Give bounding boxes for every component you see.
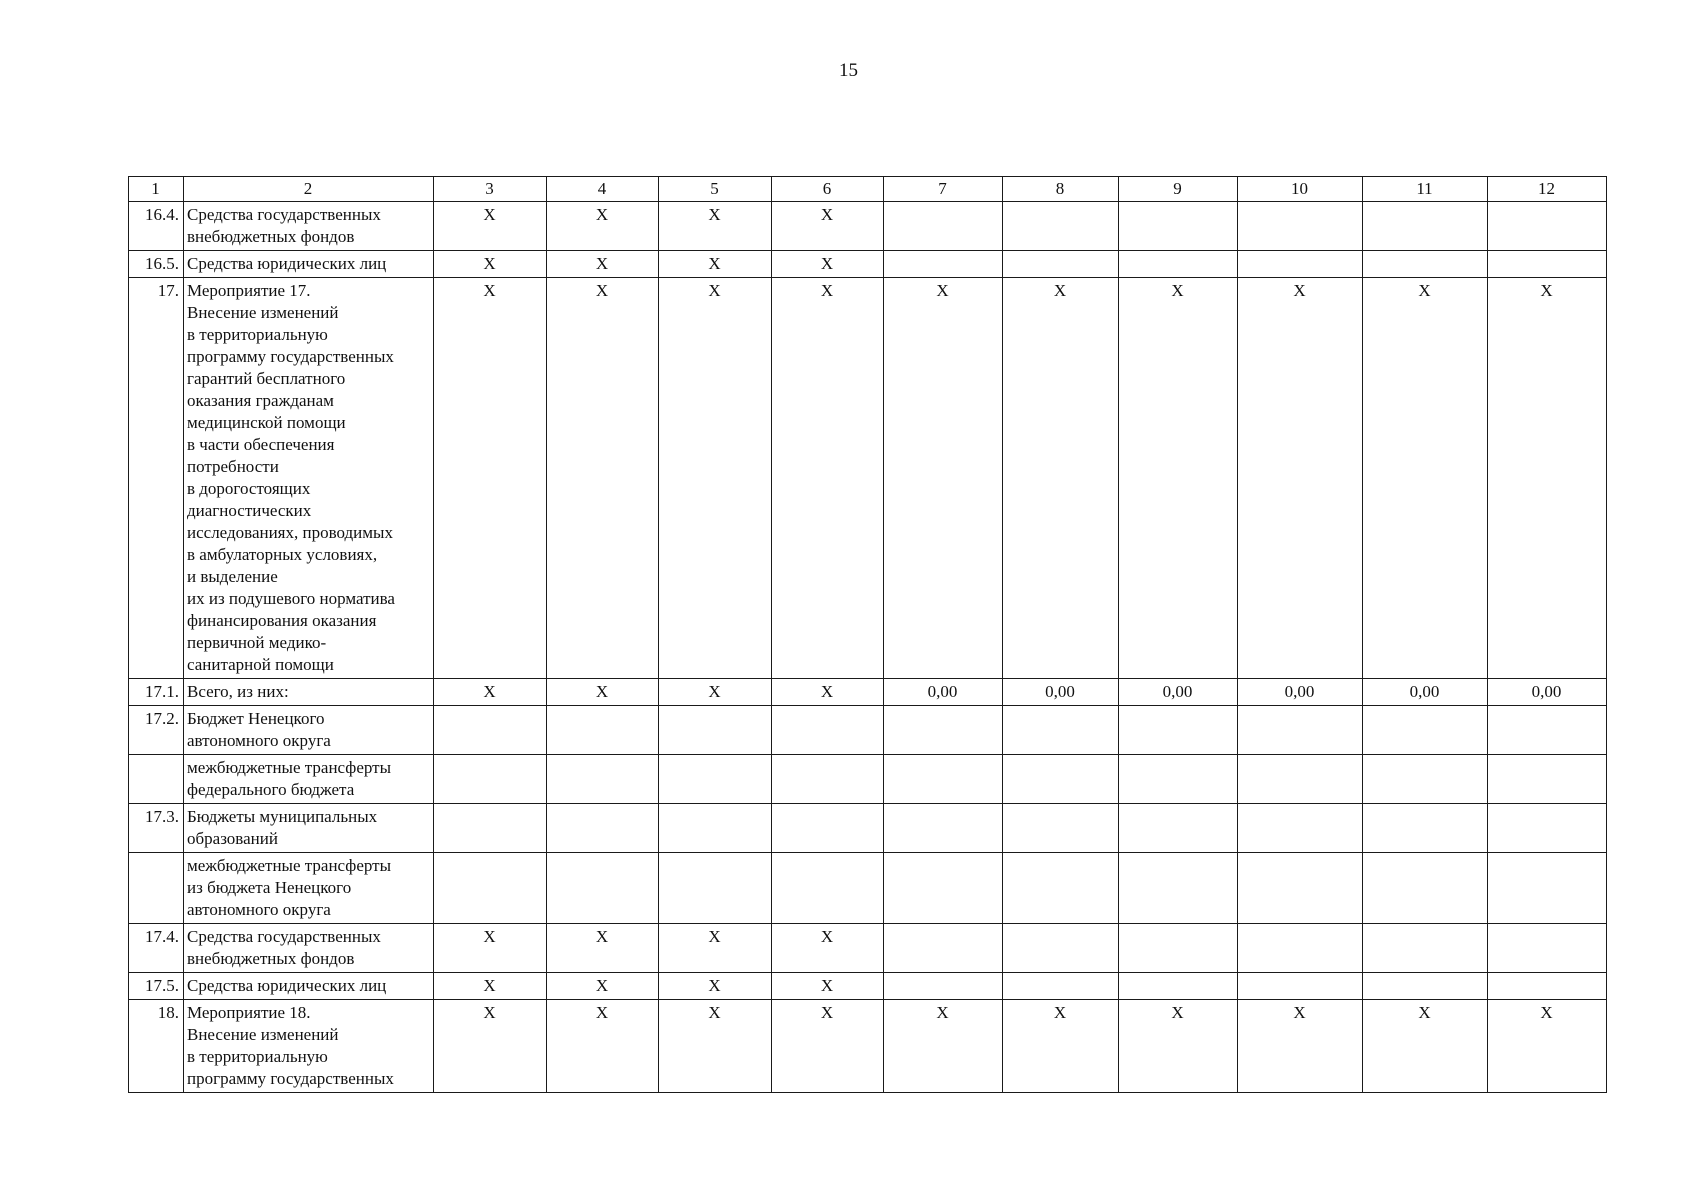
table-cell: X — [434, 679, 547, 706]
column-header: 8 — [1003, 177, 1119, 202]
row-number — [129, 755, 184, 804]
table-cell: X — [434, 924, 547, 973]
table-cell: X — [659, 278, 772, 679]
row-label: Средства юридических лиц — [184, 973, 434, 1000]
row-number: 17.4. — [129, 924, 184, 973]
table-cell — [434, 804, 547, 853]
table-cell: X — [659, 679, 772, 706]
table-cell — [1363, 251, 1488, 278]
table-row — [129, 278, 1607, 679]
table-cell: X — [772, 278, 884, 679]
row-number: 17.5. — [129, 973, 184, 1000]
column-header: 6 — [772, 177, 884, 202]
table-row — [129, 679, 1607, 706]
table-cell: X — [547, 251, 659, 278]
table-cell — [1119, 973, 1238, 1000]
table-cell: X — [772, 251, 884, 278]
table-cell: X — [547, 924, 659, 973]
table-cell — [1363, 202, 1488, 251]
table-cell: X — [547, 679, 659, 706]
table-cell: X — [1003, 278, 1119, 679]
table-row — [129, 804, 1607, 853]
table-cell: X — [1003, 1000, 1119, 1093]
table-cell: X — [659, 973, 772, 1000]
column-header: 1 — [129, 177, 184, 202]
table-cell: 0,00 — [1238, 679, 1363, 706]
table-cell — [1488, 853, 1607, 924]
table-cell — [884, 804, 1003, 853]
table-cell — [1119, 755, 1238, 804]
table-cell: X — [434, 1000, 547, 1093]
table-cell — [1488, 202, 1607, 251]
table-cell — [884, 706, 1003, 755]
table-cell: X — [772, 202, 884, 251]
table-cell — [884, 924, 1003, 973]
table-cell: X — [1488, 278, 1607, 679]
table-cell — [1003, 251, 1119, 278]
column-header: 7 — [884, 177, 1003, 202]
table-cell — [1119, 202, 1238, 251]
table-cell — [772, 804, 884, 853]
table-cell: X — [434, 202, 547, 251]
table-cell — [1238, 853, 1363, 924]
table-cell — [1363, 973, 1488, 1000]
table-cell: X — [659, 251, 772, 278]
table-cell — [1003, 755, 1119, 804]
table-cell — [1363, 804, 1488, 853]
table-cell — [547, 706, 659, 755]
table-cell — [434, 853, 547, 924]
budget-table — [128, 176, 1607, 1093]
table-cell — [1363, 924, 1488, 973]
table-cell — [547, 755, 659, 804]
row-number: 16.5. — [129, 251, 184, 278]
table-cell — [1003, 973, 1119, 1000]
table-cell — [1003, 804, 1119, 853]
table-cell: X — [1119, 1000, 1238, 1093]
column-header: 2 — [184, 177, 434, 202]
table-row — [129, 202, 1607, 251]
table-cell — [1488, 251, 1607, 278]
row-label: межбюджетные трансферты федерального бюджета — [184, 755, 434, 804]
row-label: Бюджеты муниципальных образований — [184, 804, 434, 853]
table-row — [129, 853, 1607, 924]
table-cell — [1363, 853, 1488, 924]
table-cell — [1363, 706, 1488, 755]
table-cell: X — [659, 1000, 772, 1093]
row-number: 16.4. — [129, 202, 184, 251]
column-header: 4 — [547, 177, 659, 202]
page-number: 15 — [839, 60, 858, 81]
table-cell: X — [772, 924, 884, 973]
table-cell — [1238, 804, 1363, 853]
row-number: 17. — [129, 278, 184, 679]
table-cell: X — [772, 1000, 884, 1093]
table-cell — [772, 755, 884, 804]
table-cell — [772, 853, 884, 924]
row-label: межбюджетные трансферты из бюджета Ненецкого автономного округа — [184, 853, 434, 924]
table-cell: X — [547, 973, 659, 1000]
table-cell — [884, 202, 1003, 251]
table-cell — [1119, 804, 1238, 853]
table-cell: X — [434, 278, 547, 679]
table-cell: 0,00 — [1363, 679, 1488, 706]
table-cell: X — [1238, 278, 1363, 679]
table-cell — [659, 804, 772, 853]
table-cell: X — [434, 251, 547, 278]
table-cell: X — [547, 202, 659, 251]
table-cell: X — [1363, 278, 1488, 679]
table-cell: X — [547, 278, 659, 679]
row-label: Средства государственных внебюджетных фондов — [184, 202, 434, 251]
table-cell: X — [884, 278, 1003, 679]
table-cell — [884, 755, 1003, 804]
table-cell: X — [1363, 1000, 1488, 1093]
row-label: Бюджет Ненецкого автономного округа — [184, 706, 434, 755]
table-cell: 0,00 — [1488, 679, 1607, 706]
table-cell — [1238, 251, 1363, 278]
row-label: Средства юридических лиц — [184, 251, 434, 278]
table-cell — [1488, 973, 1607, 1000]
row-label: Средства государственных внебюджетных фондов — [184, 924, 434, 973]
table-cell — [1003, 706, 1119, 755]
table-cell — [1119, 706, 1238, 755]
table-cell: X — [772, 973, 884, 1000]
table-row — [129, 973, 1607, 1000]
table-body — [129, 177, 1607, 1093]
table-row — [129, 924, 1607, 973]
table-cell — [547, 853, 659, 924]
table-cell: 0,00 — [1003, 679, 1119, 706]
table-cell: X — [772, 679, 884, 706]
table-cell — [434, 755, 547, 804]
table-cell: X — [1488, 1000, 1607, 1093]
row-number: 17.1. — [129, 679, 184, 706]
table-cell — [1003, 853, 1119, 924]
table-cell — [659, 755, 772, 804]
table-cell — [884, 853, 1003, 924]
table-cell — [1238, 924, 1363, 973]
table-cell — [659, 853, 772, 924]
column-header: 12 — [1488, 177, 1607, 202]
table-cell: X — [659, 924, 772, 973]
table-cell: 0,00 — [1119, 679, 1238, 706]
row-number: 17.3. — [129, 804, 184, 853]
row-label: Мероприятие 18. Внесение изменений в территориальную программу государственных — [184, 1000, 434, 1093]
table-cell: X — [1119, 278, 1238, 679]
row-label: Мероприятие 17. Внесение изменений в территориальную программу государственных гарантий бесплатного оказания гражданам медицинской помощи в части обеспечения потребности в дорогостоящих диагностических исследованиях, проводимых в амбулаторных условиях, и выделение их из подушевого норматива финансирования оказания первичной медико- санитарной помощи — [184, 278, 434, 679]
table-cell — [1119, 853, 1238, 924]
column-header: 9 — [1119, 177, 1238, 202]
table-cell: X — [659, 202, 772, 251]
row-label: Всего, из них: — [184, 679, 434, 706]
table-row — [129, 755, 1607, 804]
table-row — [129, 706, 1607, 755]
row-number: 17.2. — [129, 706, 184, 755]
table-cell — [1238, 706, 1363, 755]
column-header: 5 — [659, 177, 772, 202]
table-cell — [434, 706, 547, 755]
column-header: 3 — [434, 177, 547, 202]
table-cell — [1488, 706, 1607, 755]
table-cell: X — [1238, 1000, 1363, 1093]
column-header: 11 — [1363, 177, 1488, 202]
table-cell — [1238, 973, 1363, 1000]
table-cell — [1488, 755, 1607, 804]
table-cell: 0,00 — [884, 679, 1003, 706]
column-header: 10 — [1238, 177, 1363, 202]
row-number: 18. — [129, 1000, 184, 1093]
table-cell — [1238, 755, 1363, 804]
table-cell — [1488, 924, 1607, 973]
table-cell — [1119, 251, 1238, 278]
table-cell — [884, 251, 1003, 278]
table-cell — [1003, 202, 1119, 251]
table-cell — [659, 706, 772, 755]
row-number — [129, 853, 184, 924]
table-cell: X — [434, 973, 547, 1000]
table-cell: X — [547, 1000, 659, 1093]
table-cell — [1119, 924, 1238, 973]
table-cell — [884, 973, 1003, 1000]
table-cell — [1363, 755, 1488, 804]
table-cell — [1003, 924, 1119, 973]
table-row — [129, 1000, 1607, 1093]
table-cell — [1488, 804, 1607, 853]
table-cell — [547, 804, 659, 853]
table-cell: X — [884, 1000, 1003, 1093]
table-cell — [772, 706, 884, 755]
header-row — [129, 177, 1607, 202]
table-cell — [1238, 202, 1363, 251]
table-row — [129, 251, 1607, 278]
